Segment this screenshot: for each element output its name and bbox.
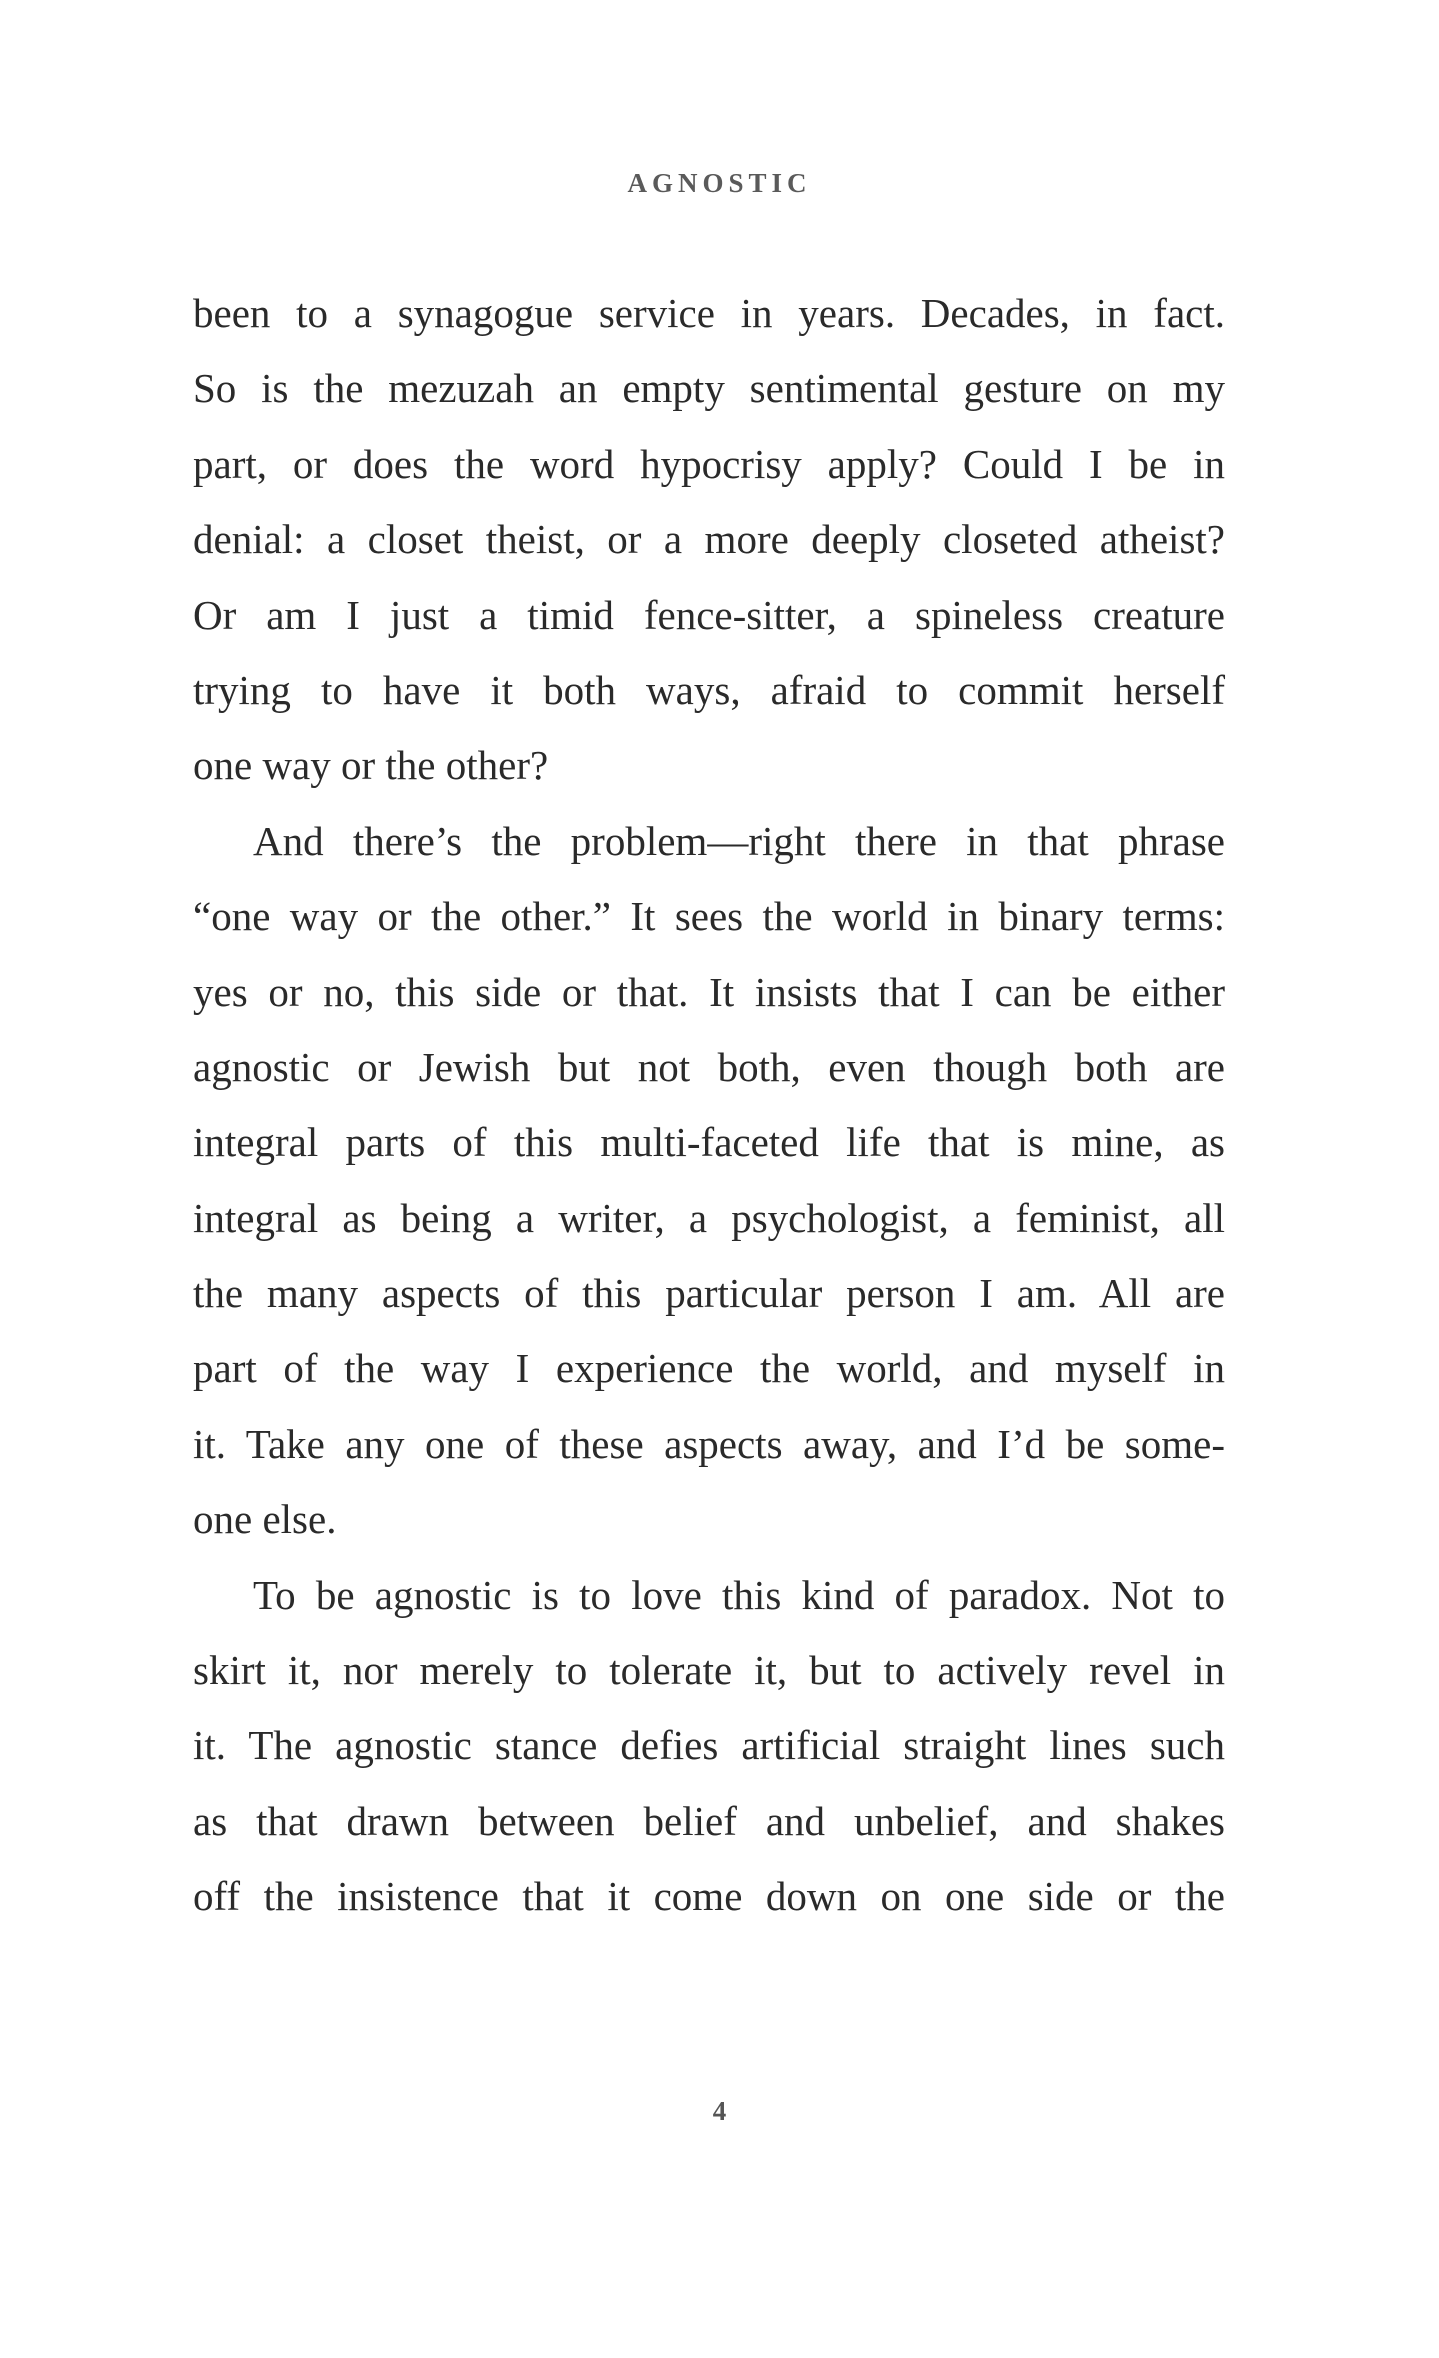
paragraph-start-line: And there’s the problem—right there in that phrase [253,817,1225,864]
text-line: off the insistence that it come down on one side or the [193,1873,1225,1920]
text-line: one else. [193,1496,337,1543]
text-line: agnostic or Jewish but not both, even though both are [193,1043,1225,1090]
running-head: AGNOSTIC [627,168,812,198]
text-line: integral as being a writer, a psychologist, a feminist, all [193,1194,1225,1241]
paragraph-start-line: To be agnostic is to love this kind of paradox. Not to [253,1571,1225,1618]
text-line: trying to have it both ways, afraid to commit herself [193,666,1225,713]
text-line: integral parts of this multi-faceted life that is mine, as [193,1119,1225,1166]
text-line: one way or the other? [193,742,549,789]
text-line: denial: a closet theist, or a more deeply closeted atheist? [193,516,1225,563]
body-text [193,276,1225,1935]
text-line: it. The agnostic stance defies artificial straight lines such [193,1722,1225,1769]
text-line: “one way or the other.” It sees the world in binary terms: [193,893,1225,940]
page-number: 4 [712,2096,727,2126]
text-line: the many aspects of this particular person I am. All are [193,1270,1225,1317]
text-line: part, or does the word hypocrisy apply? Could I be in [193,440,1225,487]
text-line: as that drawn between belief and unbelief, and shakes [193,1797,1225,1844]
text-line: part of the way I experience the world, and myself in [193,1345,1225,1392]
text-line: Or am I just a timid fence-sitter, a spineless creature [193,591,1225,638]
text-line: skirt it, nor merely to tolerate it, but to actively revel in [193,1647,1225,1694]
text-line: it. Take any one of these aspects away, and I’d be some- [193,1420,1225,1467]
text-line: yes or no, this side or that. It insists that I can be either [193,968,1225,1015]
text-line: So is the mezuzah an empty sentimental gesture on my [193,365,1225,412]
text-line: been to a synagogue service in years. Decades, in fact. [193,290,1225,336]
